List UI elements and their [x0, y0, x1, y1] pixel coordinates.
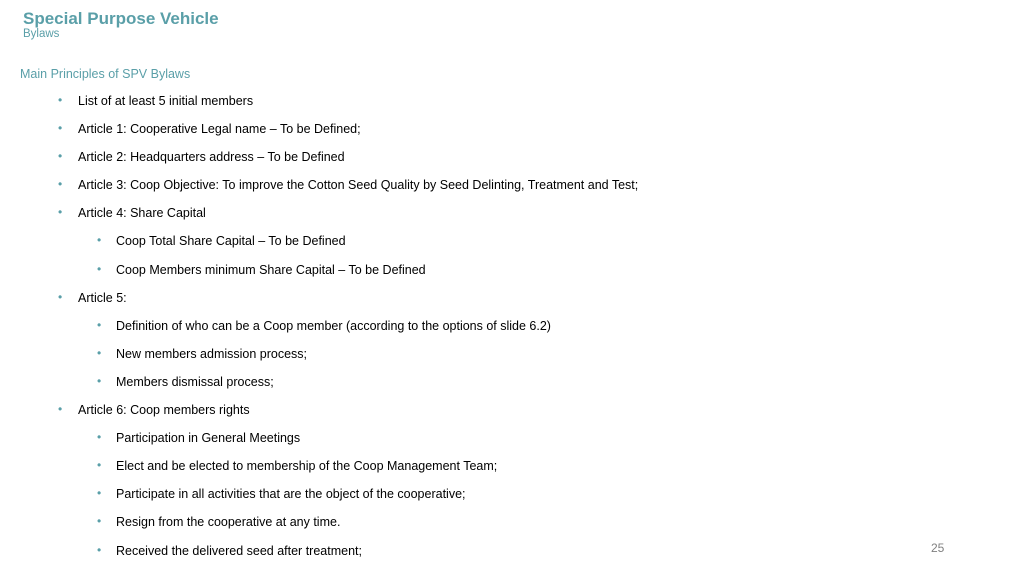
page-number: 25	[931, 541, 945, 555]
list-item-text: Participate in all activities that are the object of the cooperative;	[116, 487, 466, 502]
list-item-text: Article 2: Headquarters address – To be Defined	[78, 150, 345, 165]
list-item	[0, 205, 1000, 233]
list-item-text: List of at least 5 initial members	[78, 94, 254, 108]
list-item	[0, 149, 1000, 177]
list-item-text: Article 1: Cooperative Legal name – To be Defined;	[78, 122, 361, 137]
list-item-text: Coop Members minimum Share Capital – To be Defined	[116, 262, 426, 277]
list-item-text: Participation in General Meetings	[116, 431, 301, 446]
bullet-icon: •	[97, 261, 102, 276]
list-item-text: Article 6: Coop members rights	[78, 403, 250, 418]
bullet-icon: •	[97, 373, 102, 388]
bullet-list	[0, 93, 1000, 571]
bullet-icon: •	[97, 458, 102, 473]
sub-list-item	[0, 430, 1000, 458]
list-item-text: Members dismissal process;	[116, 374, 274, 389]
list-item	[0, 290, 1000, 318]
sub-list-item	[0, 486, 1000, 514]
bullet-icon: •	[97, 430, 102, 445]
sub-list-item	[0, 543, 1000, 571]
bullet-icon: •	[97, 486, 102, 501]
sub-list-item	[0, 233, 1000, 261]
bullet-icon: •	[58, 93, 63, 107]
list-item-text: Elect and be elected to membership of the Coop Management Team;	[116, 459, 498, 474]
sub-list-item	[0, 318, 1000, 346]
bullet-icon: •	[58, 177, 63, 192]
sub-list-item	[0, 346, 1000, 374]
sub-list-item	[0, 458, 1000, 486]
list-item-text: Article 4: Share Capital	[78, 206, 206, 221]
slide-subtitle: Bylaws	[23, 28, 60, 40]
section-heading: Main Principles of SPV Bylaws	[20, 67, 191, 81]
bullet-icon: •	[58, 402, 63, 417]
list-item-text: Article 5:	[78, 290, 127, 305]
slide-title: Special Purpose Vehicle	[23, 9, 219, 28]
list-item-text: New members admission process;	[116, 346, 308, 361]
list-item	[0, 93, 1000, 121]
list-item	[0, 177, 1000, 205]
list-item-text: Coop Total Share Capital – To be Defined	[116, 234, 346, 249]
bullet-icon: •	[58, 121, 63, 136]
sub-list-item	[0, 374, 1000, 402]
list-item-text: Received the delivered seed after treatment;	[116, 543, 362, 558]
sub-list-item	[0, 514, 1000, 542]
bullet-icon: •	[97, 514, 102, 529]
bullet-icon: •	[97, 542, 102, 557]
list-item	[0, 121, 1000, 149]
bullet-icon: •	[97, 345, 102, 360]
list-item	[0, 402, 1000, 430]
list-item-text: Resign from the cooperative at any time.	[116, 515, 341, 530]
bullet-icon: •	[97, 233, 102, 248]
sub-list-item	[0, 262, 1000, 290]
bullet-icon: •	[58, 149, 63, 164]
bullet-icon: •	[97, 317, 102, 332]
list-item-text: Article 3: Coop Objective: To improve the Cotton Seed Quality by Seed Delinting, Treatment and Test;	[78, 178, 639, 193]
bullet-icon: •	[58, 289, 63, 304]
list-item-text: Definition of who can be a Coop member (according to the options of slide 6.2)	[116, 318, 551, 333]
bullet-icon: •	[58, 205, 63, 220]
